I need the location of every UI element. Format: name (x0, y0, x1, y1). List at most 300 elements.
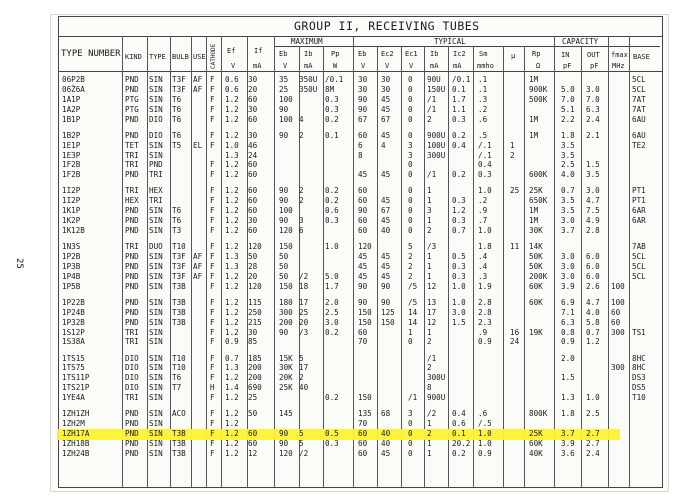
cell-ec1: 0 (408, 419, 413, 429)
cell-bulb: T6 (172, 130, 182, 140)
cell-kind: PND (125, 271, 139, 281)
cell-base: PT1 (632, 196, 646, 206)
cell-ec2: 45 (381, 170, 391, 180)
cell-mu: 11 (510, 242, 520, 252)
cell-ib: 90U (427, 75, 441, 84)
cell-max-ib: 2 (299, 186, 304, 196)
cell-base: 6AR (632, 216, 646, 226)
cell-cap-in: 5.1 (561, 104, 575, 114)
cell-max-eb: 90 (279, 196, 289, 206)
cell-bulb: T10 (172, 353, 186, 363)
cell-ic2: 0.3 (452, 271, 466, 281)
cell-tube-type: SIN (149, 94, 163, 104)
cell-max-eb: 15K (279, 353, 293, 363)
cell-tube-type: SIN (149, 429, 163, 438)
cell-bulb: T3F (172, 75, 186, 84)
cell-kind: TRI (125, 150, 139, 160)
cell-ec2: 45 (381, 104, 391, 114)
cell-cap-out: 4.9 (586, 216, 600, 226)
cell-cap-out: 7.0 (586, 94, 600, 104)
cell-max-pp: 8M (325, 84, 335, 94)
cell-if: 85 (248, 337, 258, 347)
cell-kind: DIO (125, 373, 139, 383)
cell-max-eb: 90 (279, 104, 289, 114)
cell-kind: TRI (125, 327, 139, 337)
cell-cap-in: 3.5 (561, 196, 575, 206)
cell-type: 1A1P (62, 94, 81, 104)
cell-tube-type: SIN (149, 448, 163, 458)
cell-ef: 1.2 (225, 104, 239, 114)
cell-max-eb: 100 (279, 206, 293, 216)
cell-kind: TRI (125, 160, 139, 170)
cell-kind: PND (125, 438, 139, 448)
cell-ec2: 45 (381, 130, 391, 140)
typical-group-header: TYPICAL (434, 37, 466, 46)
cell-if: 60 (248, 226, 258, 235)
cell-kind: PTG (125, 94, 139, 104)
cell-max-eb: 150 (279, 242, 293, 252)
cell-cathode: F (210, 170, 215, 180)
cell-type: 1S38A (62, 337, 85, 347)
cell-ib: /1 (427, 170, 437, 180)
cell-max-pp: 0.3 (325, 94, 339, 104)
cell-ic2: 3.0 (452, 307, 466, 317)
cell-base: 6AU (632, 130, 646, 140)
cell-type: 1K1P (62, 206, 81, 216)
cell-ef: 1.2 (225, 186, 239, 196)
cell-cap-out: 1.5 (586, 160, 600, 170)
cell-base: PT1 (632, 186, 646, 196)
cell-kind: TRI (125, 186, 139, 196)
cell-bulb: T10 (172, 363, 186, 373)
cell-cathode: F (210, 353, 215, 363)
cell-eb: 30 (358, 84, 368, 94)
cell-cathode: F (210, 160, 215, 170)
cell-cathode: F (210, 327, 215, 337)
cell-ib: 12 (427, 317, 437, 327)
cell-if: 60 (248, 429, 258, 438)
cell-eb: 90 (358, 206, 368, 216)
cell-ec2: 40 (381, 429, 391, 438)
cell-type: 06P2B (62, 75, 85, 84)
cell-tube-type: SIN (149, 104, 163, 114)
cell-sm: .3 (478, 271, 488, 281)
ic2-header: Ic2 (453, 50, 466, 58)
cell-if: 12 (248, 448, 258, 458)
cell-cap-in: 4.0 (561, 170, 575, 180)
cell-if: 25 (248, 393, 258, 403)
cell-ec2: 68 (381, 409, 391, 419)
cell-max-eb: 90 (279, 438, 289, 448)
cell-type: 1F2B (62, 170, 81, 180)
cell-tube-type: TRI (149, 170, 163, 180)
ec1-header: Ec1 (405, 50, 418, 58)
cell-cathode: F (210, 429, 215, 438)
cell-rp: 40K (529, 448, 543, 458)
cell-ec1: 2 (408, 252, 413, 261)
max-eb-unit: V (283, 62, 288, 70)
cell-max-eb: 20K (279, 373, 293, 383)
cell-max-pp: 0.2 (325, 186, 339, 196)
cell-tube-type: SIN (149, 307, 163, 317)
cell-ib: /1 (427, 104, 437, 114)
cell-type: 1E3P (62, 150, 81, 160)
cell-ef: 1.2 (225, 114, 239, 124)
cell-max-eb: 90 (279, 327, 289, 337)
cell-use: AF (193, 252, 203, 261)
cell-ec2: 45 (381, 94, 391, 104)
cell-kind: PND (125, 216, 139, 226)
cell-bulb: T3B (172, 429, 186, 438)
kind-header: KIND (125, 53, 142, 61)
cell-rp: 800K (529, 409, 548, 419)
cell-ef: 1.2 (225, 242, 239, 252)
cell-ec1: 0 (408, 438, 413, 448)
cell-tube-type: SIN (149, 337, 163, 347)
cell-ec1: /5 (408, 297, 418, 307)
cell-ic2: 1.1 (452, 104, 466, 114)
ic2-unit: mA (453, 62, 462, 70)
cell-ib: 1 (427, 327, 432, 337)
cell-cap-out: 6.0 (586, 252, 600, 261)
cell-base: 5CL (632, 271, 646, 281)
cell-ef: 1.0 (225, 140, 239, 150)
ec2-unit: V (385, 62, 390, 70)
ec1-unit: V (409, 62, 414, 70)
cell-tube-type: TRI (149, 196, 163, 206)
cell-rp: 600K (529, 170, 548, 180)
cell-kind: PND (125, 261, 139, 271)
cell-sm: 0.3 (478, 170, 492, 180)
cell-ec2: 30 (381, 84, 391, 94)
cell-kind: DIO (125, 363, 139, 373)
cell-eb: 60 (358, 130, 368, 140)
cell-tube-type: SIN (149, 206, 163, 216)
cell-max-ib: 350U (299, 75, 318, 84)
cell-ec2: 45 (381, 196, 391, 206)
cell-ec2: 30 (381, 75, 391, 84)
cell-max-ib: 40 (299, 383, 309, 393)
cell-ic2: 1.7 (452, 94, 466, 104)
cell-ec1: 0 (408, 206, 413, 216)
cell-cap-out: 5.8 (586, 317, 600, 327)
cell-tube-type: SIN (149, 271, 163, 281)
cell-ef: 1.2 (225, 429, 239, 438)
if-header: If (254, 47, 263, 55)
cell-ib: /3 (427, 242, 437, 252)
cell-bulb: T6 (172, 114, 182, 124)
cell-type: 1B2P (62, 130, 81, 140)
cell-if: 115 (248, 297, 262, 307)
cell-max-eb: 300 (279, 307, 293, 317)
cell-type: 1P5B (62, 281, 81, 291)
cell-sm: .1 (478, 84, 488, 94)
max-eb-header: Eb (279, 50, 288, 58)
cell-max-pp: 0.3 (325, 438, 339, 448)
cell-cathode: F (210, 226, 215, 235)
cell-ib: 300U (427, 150, 446, 160)
cell-ib: 150U (427, 84, 446, 94)
cell-cap-in: 5.0 (561, 84, 575, 94)
cell-ic2: 0.1 (452, 429, 466, 438)
cell-fmax: 60 (611, 307, 621, 317)
cell-ic2: 1.0 (452, 297, 466, 307)
cell-cap-in: 2.2 (561, 114, 575, 124)
cell-kind: PND (125, 448, 139, 458)
cell-if: 60 (248, 94, 258, 104)
cell-tube-type: SIN (149, 383, 163, 393)
rp-unit: Ω (536, 62, 541, 70)
cell-ib: 1 (427, 196, 432, 206)
cell-use: AF (193, 84, 203, 94)
cell-max-eb: 50 (279, 271, 289, 281)
cell-eb: 90 (358, 297, 368, 307)
cell-cathode: F (210, 271, 215, 281)
cell-max-ib: 5 (299, 429, 304, 438)
cell-ib: 1 (427, 261, 432, 271)
cell-rp: 30K (529, 226, 543, 235)
in-header: IN (561, 51, 570, 59)
cell-ic2: 0.5 (452, 252, 466, 261)
cell-sm: .9 (478, 327, 488, 337)
cell-max-eb: 90 (279, 186, 289, 196)
cell-ef: 1.2 (225, 160, 239, 170)
cell-kind: TRI (125, 242, 139, 252)
cell-use: AF (193, 75, 203, 84)
cell-ib: 900U (427, 393, 446, 403)
cell-tube-type: SIN (149, 84, 163, 94)
cell-tube-type: SIN (149, 393, 163, 403)
cell-ef: 1.2 (225, 438, 239, 448)
cell-cathode: F (210, 252, 215, 261)
cell-max-eb: 145 (279, 409, 293, 419)
cell-max-ib: 350U (299, 84, 318, 94)
cell-max-ib: 5 (299, 353, 304, 363)
cell-ef: 1.2 (225, 206, 239, 216)
cell-ec1: 14 (408, 307, 418, 317)
cell-ef: 1.3 (225, 261, 239, 271)
cell-ec1: 0 (408, 160, 413, 170)
cell-bulb: T3F (172, 252, 186, 261)
cell-cathode: F (210, 419, 215, 429)
cell-ef: 1.2 (225, 393, 239, 403)
cell-type: 1ZH24B (62, 448, 90, 458)
cell-type: 1E1P (62, 140, 81, 150)
cell-cap-in: 3.0 (561, 252, 575, 261)
cell-bulb: T6 (172, 373, 182, 383)
cell-cap-in: 0.8 (561, 327, 575, 337)
type-number-header: TYPE NUMBER (61, 49, 121, 59)
cell-bulb: T7 (172, 383, 182, 393)
cell-eb: 150 (358, 393, 372, 403)
cell-ib: 1 (427, 186, 432, 196)
cell-max-pp: 3.0 (325, 317, 339, 327)
cell-tube-type: SIN (149, 140, 163, 150)
cell-tube-type: SIN (149, 261, 163, 271)
cell-type: 1A2P (62, 104, 81, 114)
cell-tube-type: SIN (149, 317, 163, 327)
cell-eb: 60 (358, 226, 368, 235)
cell-ec2: 40 (381, 438, 391, 448)
cell-cathode: F (210, 75, 215, 84)
table-title: GROUP II, RECEIVING TUBES (294, 19, 480, 33)
cell-max-pp: 0.3 (325, 216, 339, 226)
cell-ib: 12 (427, 281, 437, 291)
cell-eb: 70 (358, 419, 368, 429)
cell-base: 6AR (632, 206, 646, 216)
cell-cap-out: 3.5 (586, 170, 600, 180)
cell-bulb: T3B (172, 281, 186, 291)
cell-kind: PND (125, 84, 139, 94)
ef-unit: V (231, 62, 236, 70)
cell-sm: 1.8 (478, 242, 492, 252)
type-header: TYPE (149, 53, 166, 61)
cell-type: 1ZH17A (62, 429, 90, 438)
cell-type: 1P32B (62, 317, 85, 327)
cell-rp: 60K (529, 297, 543, 307)
page-number: 25 (14, 258, 24, 269)
cell-ec1: 3 (408, 140, 413, 150)
cell-ic2: 1.0 (452, 281, 466, 291)
cell-cap-in: 3.7 (561, 429, 575, 438)
cell-ic2: 0.3 (452, 261, 466, 271)
cell-max-pp: 0.2 (325, 327, 339, 337)
cell-cap-in: 1.3 (561, 393, 575, 403)
cell-cap-in: 3.9 (561, 281, 575, 291)
out-unit: pF (590, 62, 599, 70)
cell-ib: 1 (427, 216, 432, 226)
cell-max-pp: 0.6 (325, 206, 339, 216)
cell-base: 7AB (632, 242, 646, 252)
cell-ef: 1.2 (225, 226, 239, 235)
cell-cap-in: 3.5 (561, 140, 575, 150)
cell-max-pp: 0.1 (325, 130, 339, 140)
cell-ef: 1.2 (225, 317, 239, 327)
cell-ec1: 0 (408, 216, 413, 226)
cell-eb: 90 (358, 104, 368, 114)
cell-ic2: 20.2 (452, 438, 471, 448)
cell-max-ib: 2 (299, 373, 304, 383)
cell-bulb: T6 (172, 206, 182, 216)
fmax-unit: MHz (612, 62, 625, 70)
cell-max-eb: 25K (279, 383, 293, 393)
in-unit: pF (563, 62, 572, 70)
cell-base: 8HC (632, 363, 646, 373)
cell-kind: DIO (125, 353, 139, 363)
cell-fmax: 100 (611, 281, 625, 291)
cell-eb: 60 (358, 438, 368, 448)
cell-ec2: 45 (381, 252, 391, 261)
cell-ec1: 3 (408, 409, 413, 419)
cell-tube-type: SIN (149, 297, 163, 307)
cell-if: 250 (248, 307, 262, 317)
cell-rp: 60K (529, 438, 543, 448)
cell-ec1: 0 (408, 94, 413, 104)
cell-rp: 25K (529, 186, 543, 196)
cell-base: 7AT (632, 104, 646, 114)
cell-cathode: F (210, 140, 215, 150)
cell-ef: 1.2 (225, 448, 239, 458)
cell-cap-in: 3.5 (561, 206, 575, 216)
cell-if: 60 (248, 438, 258, 448)
cell-ec1: /1 (408, 393, 418, 403)
cell-eb: 60 (358, 327, 368, 337)
sm-unit: mmho (477, 62, 494, 70)
cell-bulb: T3F (172, 271, 186, 281)
cell-max-pp: 5.0 (325, 271, 339, 281)
cell-cathode: F (210, 409, 215, 419)
cell-bulb: T3B (172, 307, 186, 317)
cell-cathode: F (210, 363, 215, 373)
cell-ib: 2 (427, 226, 432, 235)
cell-ef: 1.2 (225, 307, 239, 317)
cell-max-pp: 0.3 (325, 104, 339, 114)
cell-eb: 6 (358, 140, 363, 150)
cell-ib: /1 (427, 94, 437, 104)
cell-cathode: F (210, 94, 215, 104)
cell-base: TE2 (632, 140, 646, 150)
cell-ib: 1 (427, 252, 432, 261)
cell-ef: 1.2 (225, 373, 239, 383)
ib-header: Ib (430, 50, 439, 58)
cell-max-pp: 1.0 (325, 242, 339, 252)
cell-ec1: 0 (408, 114, 413, 124)
cell-base: 6AU (632, 114, 646, 124)
cell-cathode: F (210, 337, 215, 347)
cell-cap-in: 0.7 (561, 186, 575, 196)
cell-ec2: 45 (381, 448, 391, 458)
cell-ib: 8 (427, 383, 432, 393)
cell-cap-in: 7.1 (561, 307, 575, 317)
cell-ib: 1 (427, 448, 432, 458)
cell-ec1: 1 (408, 327, 413, 337)
cell-rp: 200K (529, 271, 548, 281)
cell-type: 1F2B (62, 160, 81, 170)
cell-fmax: 100 (611, 297, 625, 307)
cell-ec1: 0 (408, 226, 413, 235)
cell-base: 5CL (632, 84, 646, 94)
cell-ec1: 0 (408, 130, 413, 140)
cell-sm: 1.0 (478, 438, 492, 448)
cell-type: 1K12B (62, 226, 85, 235)
cell-rp: 1M (529, 75, 539, 84)
cell-sm: 1.0 (478, 186, 492, 196)
cell-eb: 45 (358, 170, 368, 180)
cell-if: 50 (248, 409, 258, 419)
cell-eb: 8 (358, 150, 363, 160)
cell-kind: PND (125, 206, 139, 216)
cell-cathode: F (210, 84, 215, 94)
sm-header: Sm (479, 50, 488, 58)
cell-ec1: 0 (408, 84, 413, 94)
cell-tube-type: SIN (149, 281, 163, 291)
cell-sm: 1.0 (478, 226, 492, 235)
cell-cathode: F (210, 261, 215, 271)
cell-cap-out: 6.0 (586, 261, 600, 271)
cell-type: 1TS21P (62, 383, 90, 393)
cell-cap-out: 3.0 (586, 84, 600, 94)
cell-if: 60 (248, 170, 258, 180)
cell-ic2: 1.5 (452, 317, 466, 327)
max-pp-header: Pp (331, 50, 340, 58)
cell-ic2: 0.2 (452, 448, 466, 458)
cell-cap-in: 0.9 (561, 337, 575, 347)
cell-max-pp: 0.2 (325, 393, 339, 403)
cell-eb: 45 (358, 261, 368, 271)
cell-bulb: ACO (172, 409, 186, 419)
cell-ec2: 150 (381, 317, 395, 327)
cell-if: 120 (248, 281, 262, 291)
